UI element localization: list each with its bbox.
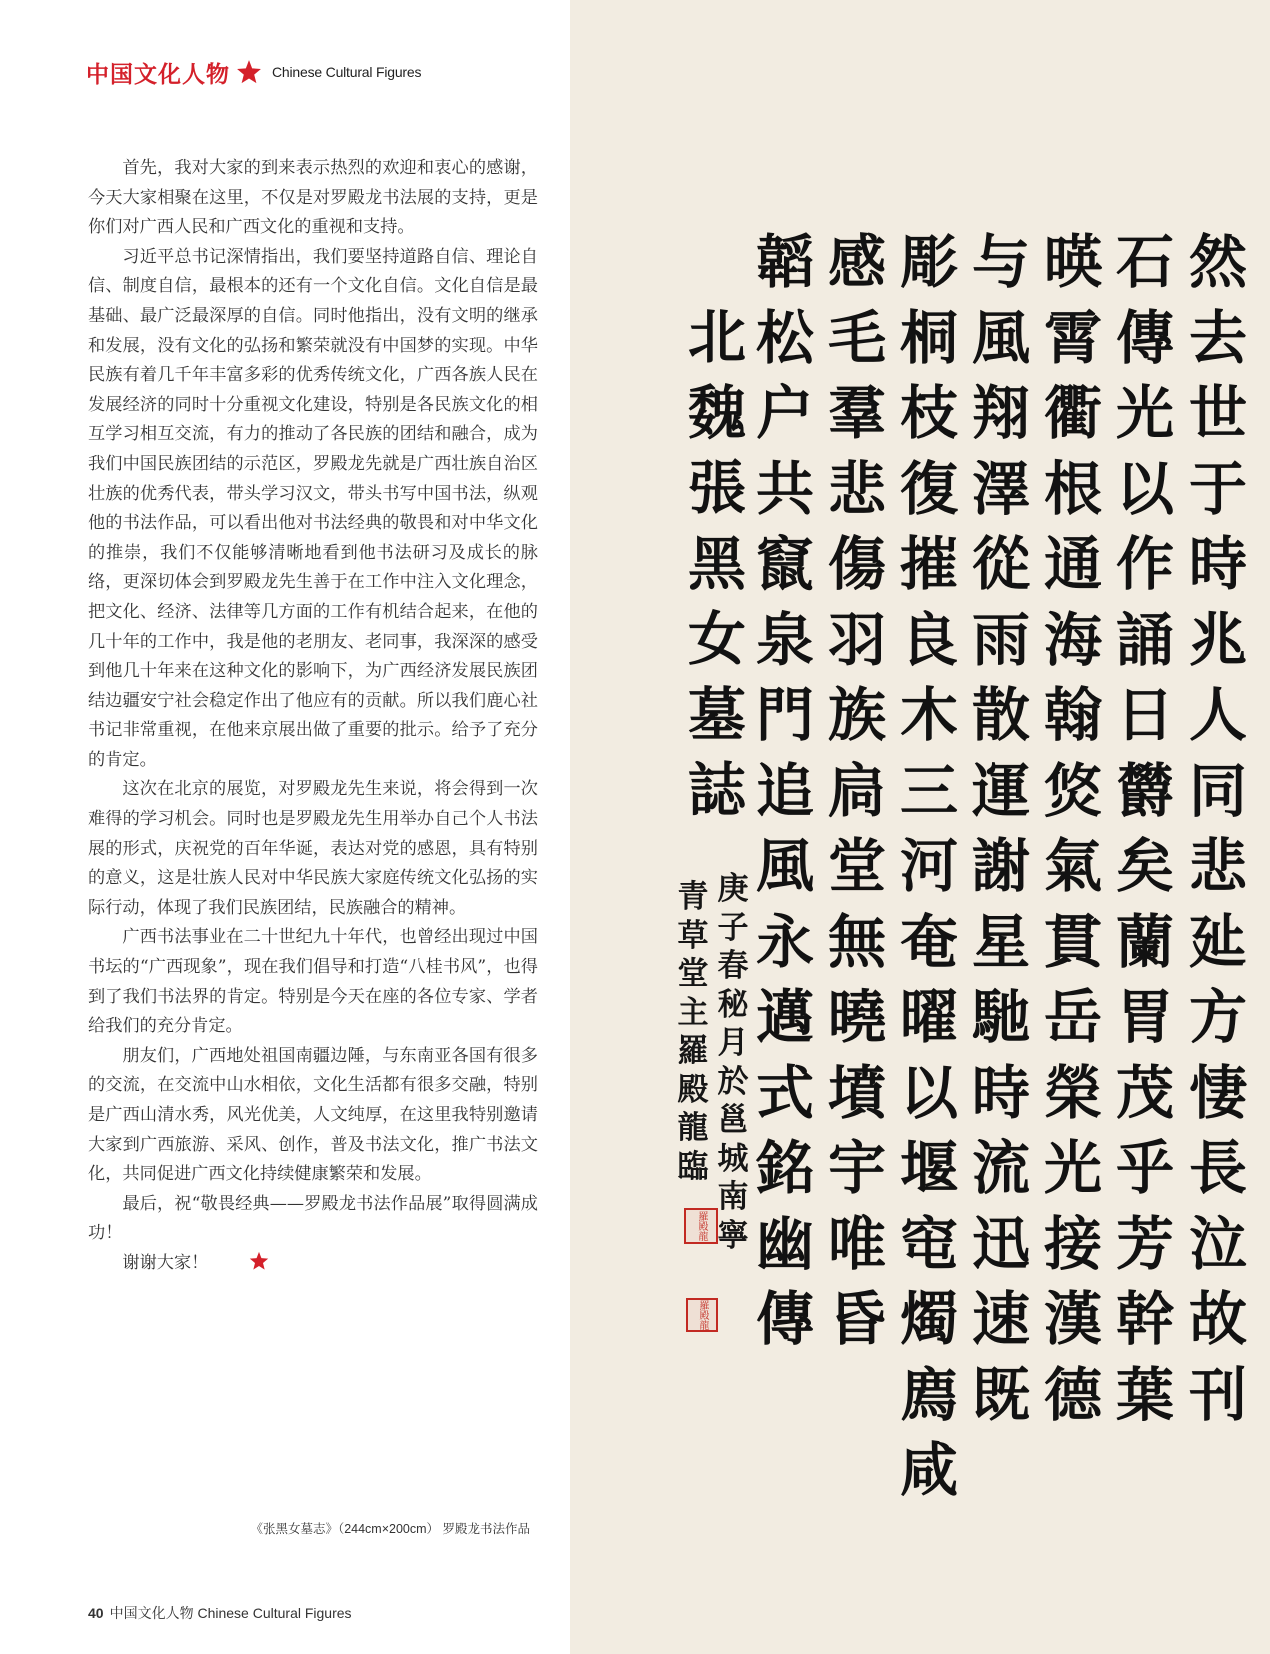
calligraphy-character: 幹 [1115, 1285, 1174, 1353]
magazine-title-en: Chinese Cultural Figures [272, 64, 422, 80]
calligraphy-character: 悽 [1188, 1058, 1247, 1127]
calligraphy-character: 石 [1115, 228, 1174, 296]
inscription-character: 草 [677, 917, 709, 954]
calligraphy-character: 与 [971, 228, 1030, 296]
calligraphy-character: 作 [1115, 530, 1174, 598]
calligraphy-character: 北 [687, 303, 746, 371]
closing-text: 谢谢大家！ [122, 1252, 209, 1273]
calligraphy-character: 㢟 [1188, 907, 1247, 976]
calligraphy-character: 宇 [827, 1134, 886, 1202]
calligraphy-column [893, 225, 965, 1509]
calligraphy-character: 族 [827, 681, 886, 749]
calligraphy-character: 星 [971, 907, 1030, 976]
calligraphy-character: 式 [755, 1058, 814, 1127]
calligraphy-character: 澤 [971, 454, 1030, 523]
calligraphy-character: 咸 [899, 1436, 958, 1504]
calligraphy-character: 三 [899, 756, 958, 825]
article-paragraph: 首先，我对大家的到来表示热烈的欢迎和衷心的感谢，今天大家相聚在这里，不仅是对罗殿龙书法展的支持，更是你们对广西人民和广西文化的重视和支持。 [88, 158, 538, 238]
calligraphy-character: 茂 [1115, 1058, 1174, 1127]
inscription-character: 羅 [677, 1033, 709, 1069]
calligraphy-character: 以 [1115, 454, 1174, 523]
calligraphy-column [1182, 225, 1254, 1433]
calligraphy-character: 共 [755, 454, 814, 523]
calligraphy-character: 葉 [1115, 1360, 1174, 1429]
inscription-character: 龍 [677, 1110, 709, 1146]
calligraphy-character: 故 [1188, 1285, 1247, 1353]
calligraphy-character: 無 [827, 907, 886, 976]
calligraphy-character: 幽 [755, 1209, 814, 1278]
calligraphy-column [1109, 225, 1181, 1433]
calligraphy-character: 時 [1188, 530, 1247, 598]
calligraphy-character: 窀 [899, 1209, 958, 1278]
calligraphy-character: 貫 [1043, 907, 1102, 976]
calligraphy-character: 根 [1043, 454, 1102, 523]
calligraphy-character: 曉 [827, 983, 886, 1051]
calligraphy-character: 刊 [1188, 1360, 1247, 1429]
calligraphy-character: 韜 [755, 228, 814, 296]
calligraphy-character: 唯 [827, 1209, 886, 1278]
calligraphy-character: 傳 [755, 1285, 814, 1353]
calligraphy-character: 從 [971, 530, 1030, 598]
calligraphy-character: 漢 [1043, 1285, 1102, 1353]
inscription-character: 青 [677, 879, 709, 915]
calligraphy-character: 木 [899, 681, 958, 749]
calligraphy-character: 堂 [827, 832, 886, 900]
calligraphy-character: 女 [687, 605, 746, 673]
calligraphy-character: 扃 [827, 756, 886, 825]
calligraphy-character: 流 [971, 1134, 1030, 1202]
calligraphy-character: 散 [971, 681, 1030, 749]
calligraphy-character: 彫 [899, 228, 958, 296]
calligraphy-character: 毛 [827, 303, 886, 372]
calligraphy-character: 門 [755, 681, 814, 749]
page-footer [88, 1603, 352, 1623]
calligraphy-character: 河 [899, 832, 958, 900]
inscription-character: 於 [717, 1063, 749, 1100]
calligraphy-character: 良 [899, 605, 958, 674]
article-paragraph: 这次在北京的展览，对罗殿龙先生来说，将会得到一次难得的学习机会。同时也是罗殿龙先生用举办自己个人书法展的形式，庆祝党的百年华诞，表达对党的感恩，具有特别的意义，这是壮族人民对中华民族大家庭传统文化弘扬的实际行动，体现了我们民族团结，民族融合的精神。 [88, 779, 538, 918]
inscription-character: 南 [717, 1179, 749, 1215]
calligraphy-character: 馳 [971, 983, 1030, 1051]
calligraphy-character: 悲 [1188, 832, 1247, 900]
calligraphy-character: 通 [1043, 530, 1102, 598]
inscription-character: 臨 [677, 1148, 709, 1185]
calligraphy-character: 誦 [1115, 605, 1174, 674]
calligraphy-character: 松 [755, 303, 814, 372]
calligraphy-character: 謝 [971, 832, 1030, 900]
calligraphy-character: 世 [1188, 379, 1247, 447]
article-paragraph: 习近平总书记深情指出，我们要坚持道路自信、理论自信、制度自信，最根本的还有一个文化自信。文化自信是最基础、最广泛最深厚的自信。同时他指出，没有文明的继承和发展，没有文化的弘扬和繁荣就没有中国梦的实现。中华民族有着几千年丰富多彩的优秀传统文化，广西各族人民在发展经济的同时十分重视文化建设，特别是各民族文化的相互学习相互交流，有力的推动了各民族的团结和融合，成为我们中国民族团结的示范区，罗殿龙先就是广西壮族自治区壮族的优秀代表，带头学习汉文，带头书写中国书法，纵观他的书法作品，可以看出他对书法经典的敬畏和对中华文化的推崇，我们不仅能够清晰地看到他书法研习及成长的脉络，更深切体会到罗殿龙先生善于在工作中注入文化理念，把文化、经济、法律等几方面的工作有机结合起来，在他的几十年的工作中，我是他的老朋友、老同事，我深深的感受到他几十年来在这种文化的影响下，为广西经济发展民族团结边疆安宁社会稳定作出了他应有的贡献。所以我们鹿心社书记非常重视，在他来京展出做了重要的批示。给予了充分的肯定。 [88, 246, 538, 770]
article-paragraph: 最后，祝“敬畏经典——罗殿龙书法作品展”取得圆满成功！ [88, 1193, 538, 1244]
calligraphy-character: 廌 [899, 1360, 958, 1429]
seal-text: 羅殿龍 [696, 1211, 707, 1241]
calligraphy-character: 長 [1188, 1134, 1247, 1202]
calligraphy-character: 燭 [899, 1285, 958, 1353]
calligraphy-character: 速 [971, 1285, 1030, 1353]
calligraphy-character: 迅 [971, 1209, 1030, 1278]
inscription-character: 子 [717, 909, 749, 946]
artist-seal-upper [684, 1208, 718, 1244]
calligraphy-character: 永 [755, 907, 814, 976]
article-body [88, 154, 538, 1282]
inscription-character: 秘 [717, 986, 749, 1023]
calligraphy-character: 復 [899, 454, 958, 523]
calligraphy-character: 芳 [1115, 1209, 1174, 1278]
calligraphy-character: 悲 [827, 454, 886, 523]
calligraphy-character: 竄 [755, 530, 814, 598]
inscription-character: 月 [717, 1025, 749, 1061]
calligraphy-character: 泣 [1188, 1209, 1247, 1278]
inscription-character: 堂 [677, 956, 709, 992]
footer-title: 中国文化人物 Chinese Cultural Figures [109, 1605, 352, 1621]
calligraphy-character: 暎 [1043, 228, 1102, 296]
calligraphy-character: 胃 [1115, 983, 1174, 1051]
seal-text: 羅殿龍 [697, 1300, 708, 1330]
calligraphy-character: 追 [755, 756, 814, 825]
calligraphy-character: 同 [1188, 756, 1247, 825]
calligraphy-character: 既 [971, 1360, 1030, 1429]
calligraphy-character: 霄 [1043, 303, 1102, 372]
calligraphy-character: 誌 [687, 756, 746, 824]
calligraphy-character: 矣 [1115, 832, 1174, 900]
calligraphy-column [821, 225, 893, 1358]
calligraphy-character: 海 [1043, 605, 1102, 674]
inscription-character: 邕 [717, 1102, 749, 1138]
calligraphy-character: 衢 [1043, 379, 1102, 447]
calligraphy-character: 堰 [899, 1134, 958, 1202]
calligraphy-character: 翔 [971, 379, 1030, 447]
calligraphy-character: 運 [971, 756, 1030, 825]
inscription-character: 寧 [717, 1217, 749, 1254]
calligraphy-character: 兆 [1188, 605, 1247, 674]
calligraphy-character: 榮 [1043, 1058, 1102, 1127]
calligraphy-character: 岳 [1043, 983, 1102, 1051]
inscription-column [675, 878, 711, 1186]
calligraphy-character: 邁 [755, 983, 814, 1051]
calligraphy-character: 墳 [827, 1058, 886, 1127]
magazine-masthead [86, 54, 421, 90]
page-number: 40 [88, 1605, 104, 1621]
calligraphy-column [1037, 225, 1109, 1433]
calligraphy-character: 人 [1188, 681, 1247, 749]
calligraphy-character: 時 [971, 1058, 1030, 1127]
artwork-caption: 《张黑女墓志》（244cm×200cm） 罗殿龙书法作品 [250, 1522, 530, 1536]
calligraphy-character: 户 [755, 379, 814, 447]
calligraphy-character: 銘 [755, 1134, 814, 1202]
calligraphy-character: 曜 [899, 983, 958, 1051]
inscription-character: 庚 [717, 871, 749, 907]
calligraphy-character: 羽 [827, 605, 886, 674]
magazine-title-cn: 中国文化人物 [86, 60, 230, 88]
calligraphy-character: 墓 [687, 680, 746, 749]
calligraphy-character: 去 [1188, 303, 1247, 372]
inscription-character: 主 [677, 994, 709, 1031]
calligraphy-character: 羣 [827, 379, 886, 447]
calligraphy-character: 傳 [1115, 303, 1174, 372]
calligraphy-character: 方 [1188, 983, 1247, 1051]
calligraphy-character: 黑 [687, 529, 746, 598]
calligraphy-character: 蘭 [1115, 907, 1174, 976]
calligraphy-character: 欝 [1115, 756, 1174, 825]
calligraphy-character: 桐 [899, 303, 958, 372]
article-closing [88, 1249, 538, 1282]
article-paragraph: 朋友们，广西地处祖国南疆边陲，与东南亚各国有很多的交流，在交流中山水相依，文化生活都有很多交融，特别是广西山清水秀，风光优美，人文纯厚，在这里我特别邀请大家到广西旅游、采风、创作，普及书法文化，推广书法文化，共同促进广西文化持续健康繁荣和发展。 [88, 1045, 538, 1185]
calligraphy-character: 傷 [827, 530, 886, 598]
calligraphy-character: 魏 [687, 378, 746, 447]
inscription-character: 殿 [677, 1071, 709, 1108]
inscription-character: 春 [717, 948, 749, 984]
calligraphy-character: 感 [827, 228, 886, 296]
calligraphy-character: 張 [687, 454, 746, 522]
red-star-icon [236, 59, 262, 85]
calligraphy-character: 奄 [899, 907, 958, 976]
artist-seal-lower [686, 1298, 718, 1332]
calligraphy-character: 泉 [755, 605, 814, 674]
calligraphy-character: 乎 [1115, 1134, 1174, 1202]
calligraphy-character: 然 [1188, 228, 1247, 296]
calligraphy-column [749, 225, 821, 1358]
calligraphy-character: 風 [755, 832, 814, 900]
calligraphy-character: 氣 [1043, 832, 1102, 900]
calligraphy-character: 翰 [1043, 681, 1102, 749]
calligraphy-character: 以 [899, 1058, 958, 1127]
calligraphy-character: 接 [1043, 1209, 1102, 1278]
calligraphy-character: 雨 [971, 605, 1030, 674]
calligraphy-character: 枝 [899, 379, 958, 447]
calligraphy-character: 光 [1115, 379, 1174, 447]
calligraphy-character: 風 [971, 303, 1030, 372]
calligraphy-character: 摧 [899, 530, 958, 598]
calligraphy-character: 昏 [827, 1285, 886, 1353]
inscription-character: 城 [717, 1140, 749, 1177]
calligraphy-character: 日 [1115, 681, 1174, 749]
inscription-column [715, 870, 751, 1255]
calligraphy-character: 于 [1188, 454, 1247, 523]
calligraphy-character: 焂 [1043, 756, 1102, 825]
calligraphy-column [965, 225, 1037, 1433]
calligraphy-character: 光 [1043, 1134, 1102, 1202]
calligraphy-character: 德 [1043, 1360, 1102, 1429]
calligraphy-column [681, 300, 753, 829]
end-star-icon [214, 1251, 268, 1282]
article-paragraph: 广西书法事业在二十世纪九十年代，也曾经出现过中国书坛的“广西现象”，现在我们倡导和打造“八桂书风”，也得到了我们书法界的肯定。特别是今天在座的各位专家、学者给我们的充分肯定。 [88, 927, 538, 1037]
